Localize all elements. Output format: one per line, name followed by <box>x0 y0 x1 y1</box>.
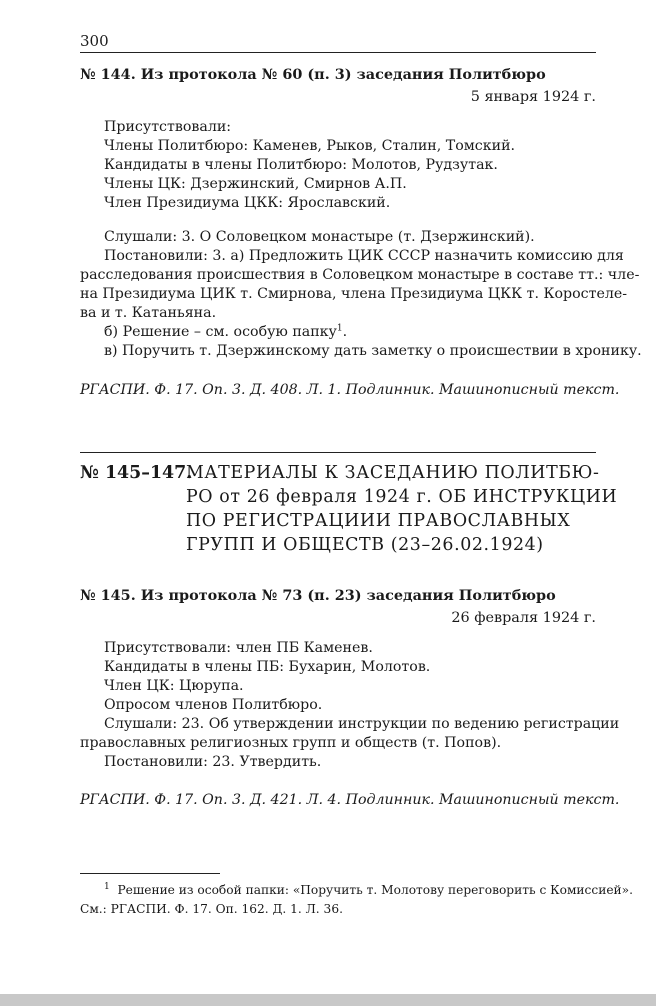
doc144-point-b <box>104 323 347 342</box>
doc144-politburo-members: Члены Политбюро: Каменев, Рыков, Сталин, Томский. <box>104 138 516 154</box>
footnote-ref: 1 <box>336 323 343 334</box>
doc144-point-b-end: . <box>342 324 348 340</box>
header-rule <box>80 52 596 53</box>
doc144-ckk-member: Член Президиума ЦКК: Ярославский. <box>104 195 391 211</box>
doc145-candidates: Кандидаты в члены ПБ: Бухарин, Молотов. <box>104 659 431 675</box>
doc145-source: РГАСПИ. Ф. 17. Оп. 3. Д. 421. Л. 4. Подлинник. Машинописный текст. <box>80 792 620 808</box>
doc144-decided-line-3: на Президиума ЦИК т. Смирнова, члена Президиума ЦКК т. Коростеле- <box>80 286 628 302</box>
doc144-decided-line-2: расследования происшествия в Соловецком монастыре в составе тт.: чле- <box>80 267 640 283</box>
doc145-poll: Опросом членов Политбюро. <box>104 697 323 713</box>
section-title-line-2: РО от 26 февраля 1924 г. ОБ ИНСТРУКЦИИ <box>186 487 618 507</box>
footnote-mark: 1 <box>104 881 110 892</box>
bottom-band <box>0 994 656 1006</box>
doc144-attendance-label: Присутствовали: <box>104 119 232 135</box>
doc145-decided: Постановили: 23. Утвердить. <box>104 754 322 770</box>
doc144-heard: Слушали: 3. О Соловецком монастыре (т. Дзержинский). <box>104 229 535 245</box>
doc145-heading: № 145. Из протокола № 73 (п. 23) заседания Политбюро <box>80 587 556 604</box>
footnote-text-1: Решение из особой папки: «Поручить т. Молотову переговорить с Комиссией». <box>117 883 633 897</box>
footnote-line-2: См.: РГАСПИ. Ф. 17. Оп. 162. Д. 1. Л. 36. <box>80 902 343 916</box>
doc145-date: 26 февраля 1924 г. <box>451 610 596 626</box>
doc144-candidates: Кандидаты в члены Политбюро: Молотов, Рудзутак. <box>104 157 498 173</box>
section-title-line-4: ГРУПП И ОБЩЕСТВ (23–26.02.1924) <box>186 535 544 555</box>
doc145-cc-member: Член ЦК: Цюрупа. <box>104 678 244 694</box>
doc144-point-b-text: б) Решение – см. особую папку <box>104 324 337 340</box>
footnote-line-1 <box>104 883 633 897</box>
doc144-source: РГАСПИ. Ф. 17. Оп. 3. Д. 408. Л. 1. Подлинник. Машинописный текст. <box>80 382 620 398</box>
footnote-rule <box>80 873 220 874</box>
doc145-attendance: Присутствовали: член ПБ Каменев. <box>104 640 373 656</box>
doc144-decided-line-1: Постановили: 3. а) Предложить ЦИК СССР назначить комиссию для <box>104 248 624 264</box>
doc145-heard-line-2: православных религиозных групп и обществ (т. Попов). <box>80 735 502 751</box>
doc144-decided-line-4: ва и т. Катаньяна. <box>80 305 217 321</box>
section-number: № 145–147. <box>80 463 193 483</box>
doc144-date: 5 января 1924 г. <box>470 89 596 105</box>
section-title-line-3: ПО РЕГИСТРАЦИИИ ПРАВОСЛАВНЫХ <box>186 511 571 531</box>
page-number: 300 <box>80 32 109 50</box>
section-rule <box>80 452 596 453</box>
section-title-line-1: МАТЕРИАЛЫ К ЗАСЕДАНИЮ ПОЛИТБЮ- <box>186 463 600 483</box>
doc144-point-c: в) Поручить т. Дзержинскому дать заметку о происшествии в хронику. <box>104 343 642 359</box>
doc145-heard-line-1: Слушали: 23. Об утверждении инструкции по ведению регистрации <box>104 716 620 732</box>
doc144-cc-members: Члены ЦК: Дзержинский, Смирнов А.П. <box>104 176 407 192</box>
doc144-heading: № 144. Из протокола № 60 (п. 3) заседания Политбюро <box>80 66 546 83</box>
